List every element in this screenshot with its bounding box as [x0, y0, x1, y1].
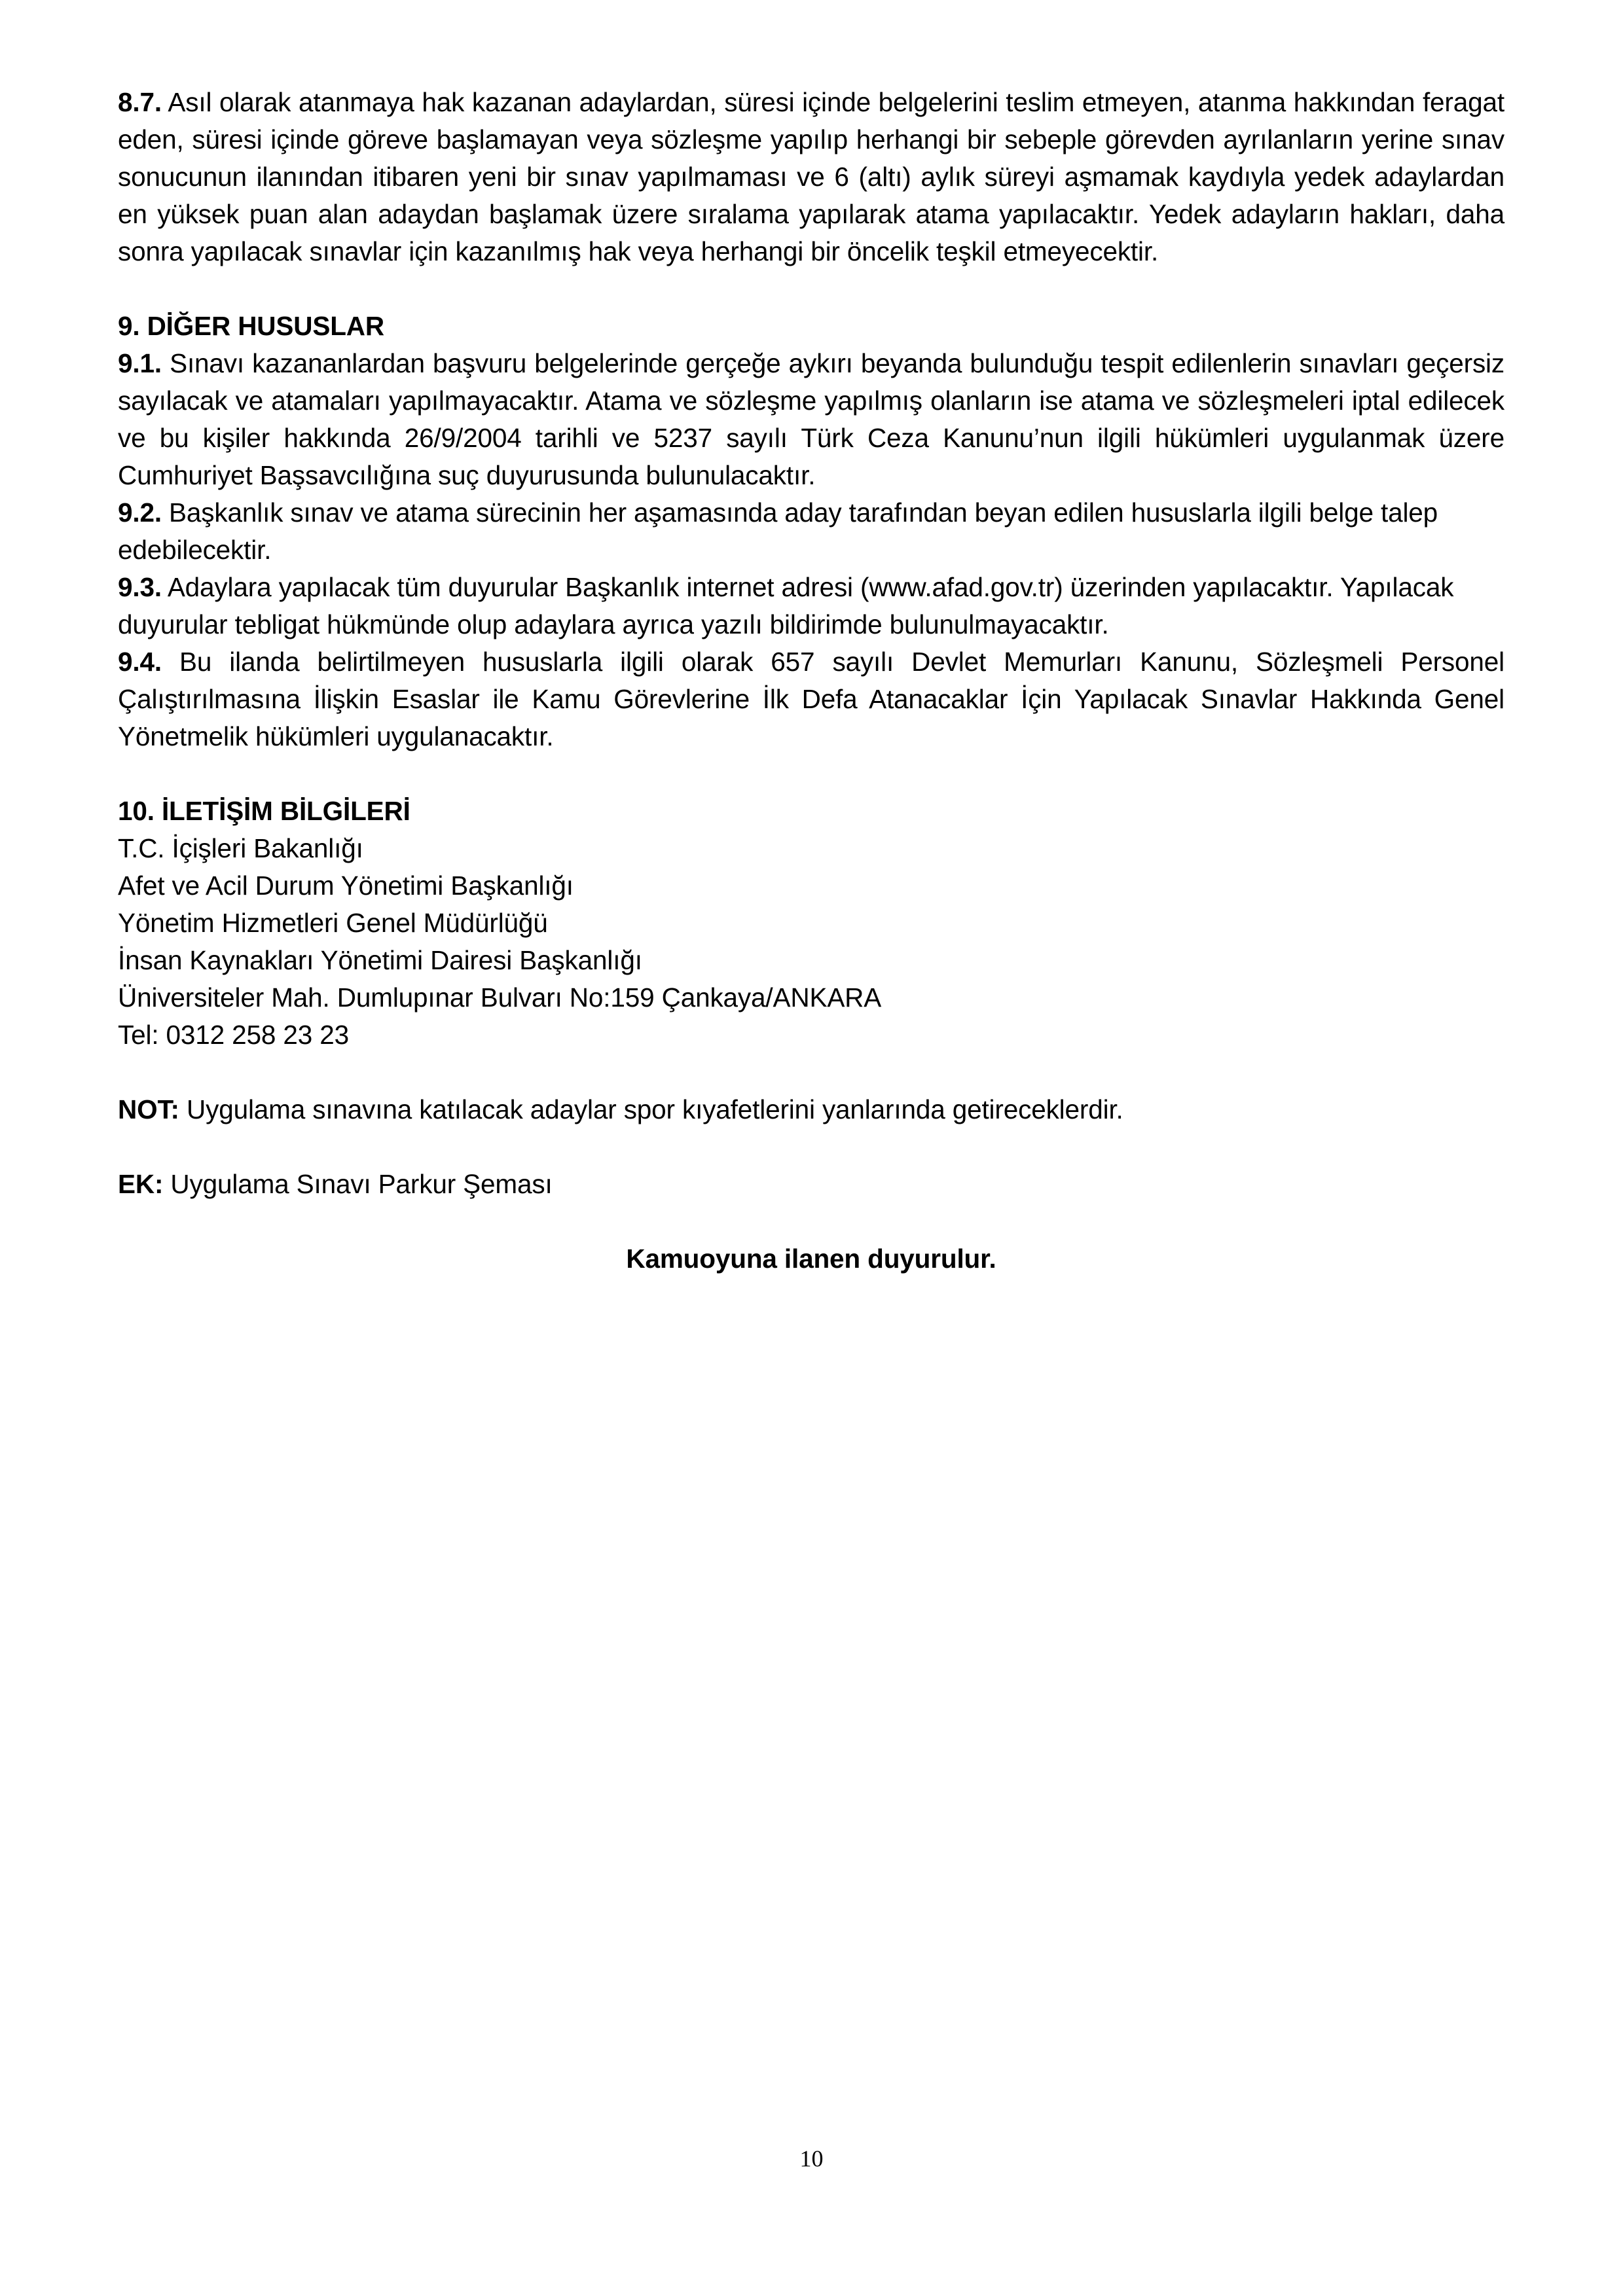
- paragraph-9-1-label: 9.1.: [118, 348, 162, 378]
- paragraph-9-3: [118, 569, 1504, 643]
- contact-line: Yönetim Hizmetleri Genel Müdürlüğü: [118, 908, 548, 938]
- page-content: [118, 84, 1504, 1278]
- spacer: [118, 1054, 1504, 1091]
- paragraph-9-2-label: 9.2.: [118, 497, 162, 528]
- spacer: [118, 270, 1504, 308]
- note-paragraph: [118, 1091, 1504, 1128]
- paragraph-8-7-label: 8.7.: [118, 87, 162, 117]
- paragraph-9-4-body: Bu ilanda belirtilmeyen hususlarla ilgili olarak 657 sayılı Devlet Memurları Kanunu, Sözleşmeli Personel Çalıştırılmasına İlişkin Esaslar ile Kamu Görevlerine İlk Defa Atanacaklar İçin Yapılacak Sınavlar Hakkında Genel Yönetmelik hükümleri uygulanacaktır.: [118, 647, 1504, 751]
- contact-line: Üniversiteler Mah. Dumlupınar Bulvarı No:159 Çankaya/ANKARA: [118, 982, 882, 1013]
- contact-line-phone: Tel: 0312 258 23 23: [118, 1020, 349, 1050]
- paragraph-9-3-label: 9.3.: [118, 572, 162, 602]
- spacer: [118, 1203, 1504, 1240]
- note-label: NOT:: [118, 1094, 179, 1124]
- paragraph-9-1: [118, 345, 1504, 494]
- contact-line: Afet ve Acil Durum Yönetimi Başkanlığı: [118, 870, 574, 901]
- spacer: [118, 755, 1504, 793]
- paragraph-9-2: [118, 494, 1504, 569]
- paragraph-9-4-label: 9.4.: [118, 647, 162, 677]
- paragraph-8-7: [118, 84, 1504, 270]
- attachment-label: EK:: [118, 1169, 164, 1199]
- spacer: [118, 1128, 1504, 1166]
- contact-block: [118, 830, 1504, 1054]
- contact-line: T.C. İçişleri Bakanlığı: [118, 833, 363, 863]
- paragraph-9-2-body: Başkanlık sınav ve atama sürecinin her aşamasında aday tarafından beyan edilen hususlarla ilgili belge talep edebilecektir.: [118, 497, 1438, 565]
- closing-statement: Kamuoyuna ilanen duyurulur.: [626, 1244, 996, 1274]
- note-body: Uygulama sınavına katılacak adaylar spor kıyafetlerini yanlarında getireceklerdir.: [179, 1094, 1123, 1124]
- paragraph-9-4: [118, 643, 1504, 755]
- paragraph-8-7-body: Asıl olarak atanmaya hak kazanan adaylardan, süresi içinde belgelerini teslim etmeyen, atanma hakkından feragat eden, süresi içinde göreve başlamayan veya sözleşme yapılıp herhangi bir sebeple görevden ayrılanların yerine sınav sonucunun ilanından itibaren yeni bir sınav yapılmaması ve 6 (altı) aylık süreyi aşmamak kaydıyla yedek adaylardan en yüksek puan alan adaydan başlamak üzere sıralama yapılarak atama yapılacaktır. Yedek adayların hakları, daha sonra yapılacak sınavlar için kazanılmış hak veya herhangi bir öncelik teşkil etmeyecektir.: [118, 87, 1504, 266]
- page-number: 10: [799, 2145, 824, 2172]
- heading-section-10: 10. İLETİŞİM BİLGİLERİ: [118, 796, 410, 826]
- attachment-paragraph: [118, 1166, 1504, 1203]
- contact-line: İnsan Kaynakları Yönetimi Dairesi Başkanlığı: [118, 945, 642, 975]
- heading-section-9: 9. DİĞER HUSUSLAR: [118, 311, 384, 341]
- paragraph-9-3-body: Adaylara yapılacak tüm duyurular Başkanlık internet adresi (www.afad.gov.tr) üzerinden yapılacaktır. Yapılacak duyurular tebligat hükmünde olup adaylara ayrıca yazılı bildirimde bulunulmayacaktır.: [118, 572, 1454, 639]
- paragraph-9-1-body: Sınavı kazananlardan başvuru belgelerinde gerçeğe aykırı beyanda bulunduğu tespit edilenlerin sınavları geçersiz sayılacak ve atamaları yapılmayacaktır. Atama ve sözleşme yapılmış olanların ise atama ve sözleşmeleri iptal edilecek ve bu kişiler hakkında 26/9/2004 tarihli ve 5237 sayılı Türk Ceza Kanunu’nun ilgili hükümleri uygulanmak üzere Cumhuriyet Başsavcılığına suç duyurusunda bulunulacaktır.: [118, 348, 1504, 490]
- attachment-body: Uygulama Sınavı Parkur Şeması: [163, 1169, 553, 1199]
